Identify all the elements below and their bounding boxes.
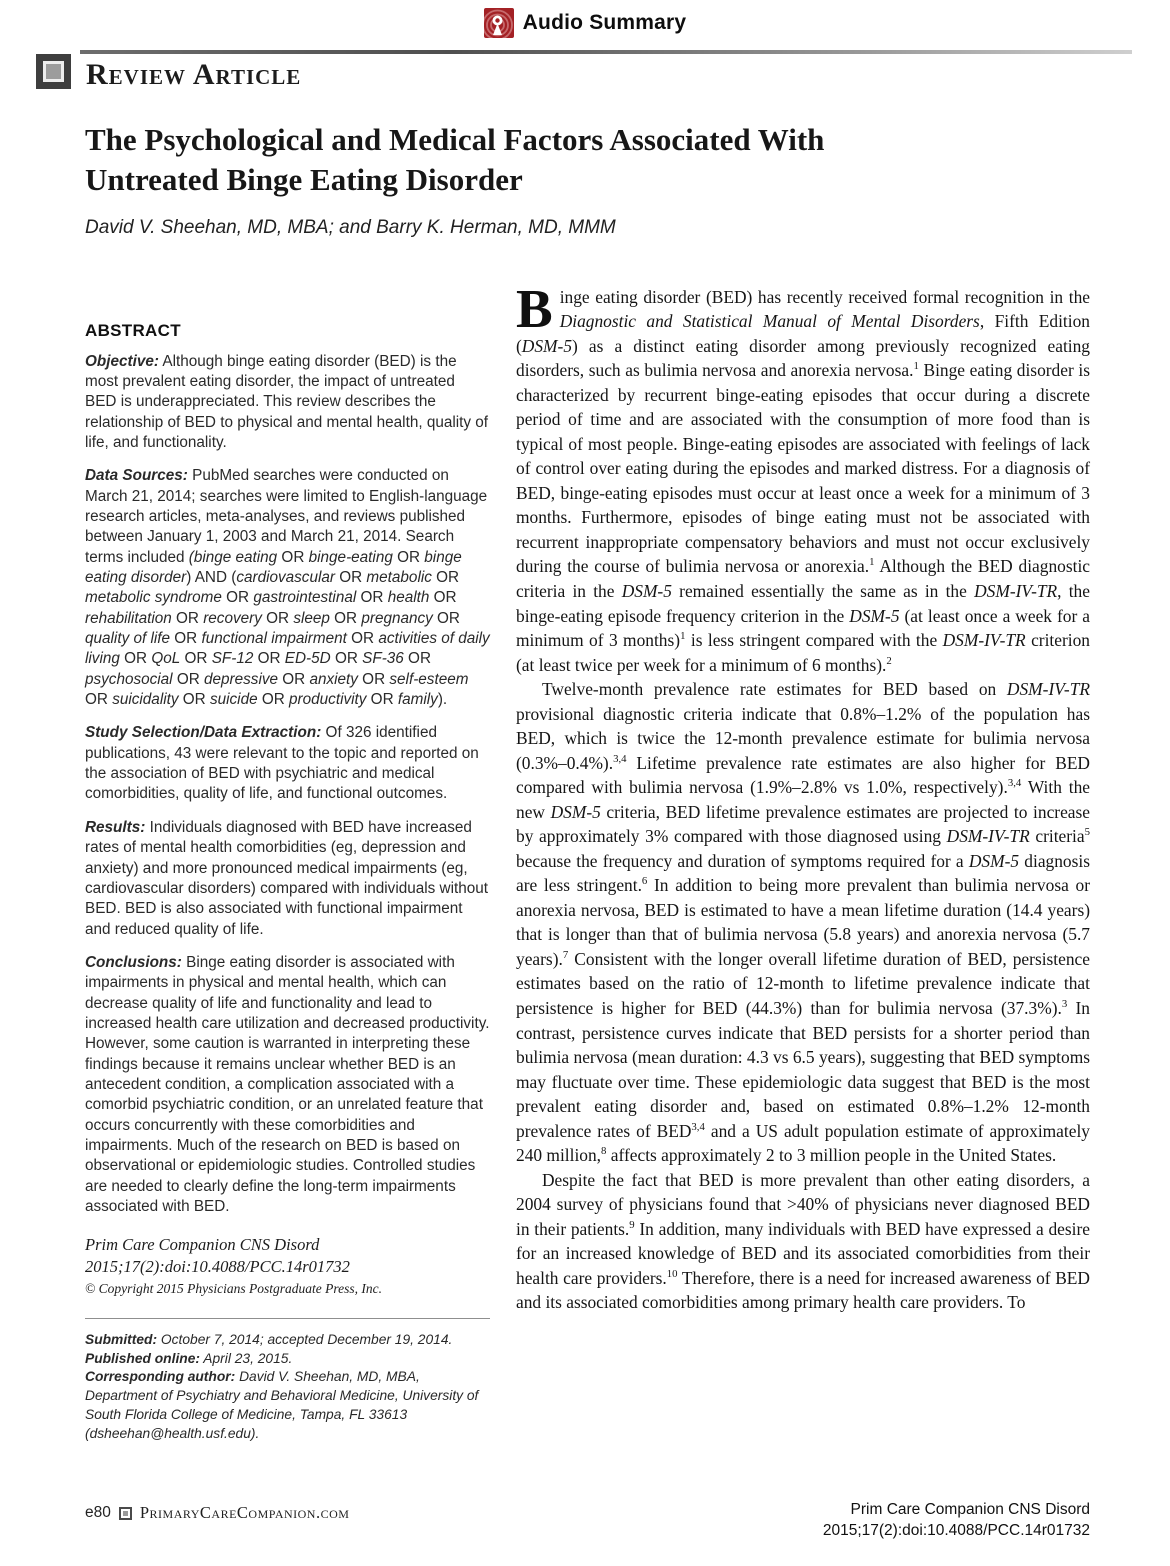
abstract-conclusions: Conclusions: Binge eating disorder is associated with impairments in physical and mental health, which can decrease quality of life and functionality and lead to increased health care utilization and decreased productivity. However, some caution is warranted in interpreting these findings because it remains unclear whether BED is an antecedent condition, a complication associated with a comorbid psychiatric condition, or an unrelated feature that occurs concurrently with these comorbidities and impairments. Much of the research on BED is based on observational or epidemiologic studies. Controlled studies are needed to clearly define the long-term impairments associated with BED. [85,953,490,1215]
review-article-icon-inner [43,61,64,82]
kicker-band [36,46,1132,108]
page-footer [85,1500,1090,1542]
article-title-line2: Untreated Binge Eating Disorder [85,162,523,198]
review-article-icon [36,54,71,89]
kicker-rule [80,50,1132,54]
authors: David V. Sheehan, MD, MBA; and Barry K. Herman, MD, MMM [85,216,616,238]
audio-summary-label: Audio Summary [522,10,687,34]
audio-summary-link[interactable] [0,0,1170,38]
citation-block [85,1234,490,1297]
journal-citation [823,1500,1090,1542]
abstract-heading: ABSTRACT [85,320,181,340]
body-paragraph-2: Twelve-month prevalence rate estimates for BED based on DSM-IV-TR provisional diagnostic criteria indicate that 0.8%–1.2% of the population has BED, which is twice the 12-month prevalence estimate for bulimia nervosa (0.3%–0.4%).$^{3,4}$ Lifetime prevalence rate estimates are also higher for BED compared with bulimia nervosa (1.9%–2.8% vs 1.0%, respectively).$^{3,4}$ With the new DSM-5 criteria, BED lifetime prevalence estimates are projected to increase by approximately 3% compared with those diagnosed using DSM-IV-TR criteria$^5$ because the frequency and duration of symptoms required for a DSM-5 diagnosis are less stringent.$^6$ In addition to being more prevalent than bulimia nervosa or anorexia nervosa, BED is estimated to have a mean lifetime duration (14.4 years) that is longer than that of bulimia nervosa (5.8 years) and anorexia nervosa (5.7 years).$^7$ Consistent with the longer overall lifetime duration of BED, persistence estimates based on the ratio of 12-month to lifetime prevalence indicate that persistence is higher for BED (44.3%) than for bulimia nervosa (37.3%).$^3$ In contrast, persistence curves indicate that BED persists for a shorter period than bulimia nervosa (mean duration: 4.3 vs 6.5 years), suggesting that BED symptoms may fluctuate over time. These epidemiologic data suggest that BED is the most prevalent eating disorder and, based on estimated 0.8%–1.2% 12-month prevalence rates of BED$^{3,4}$ and a US adult population estimate of approximately 240 million,$^8$ affects approximately 2 to 3 million people in the United States. [516,679,1090,1166]
corresponding-author-line: Corresponding author: David V. Sheehan, MD, MBA, Department of Psychiatry and Behavioral Medicine, University of South Florida College of Medicine, Tampa, FL 33613 (dsheehan@health.usf.edu). [85,1369,479,1441]
abstract-column [85,285,490,1444]
journal-mark-icon [119,1507,132,1520]
citation-journal: Prim Care Companion CNS Disord [85,1235,320,1255]
journal-citation-line2: 2015;17(2):doi:10.4088/PCC.14r01732 [822,1522,1090,1540]
dropcap: B [516,277,553,339]
body-paragraph-1-text: inge eating disorder (BED) has recently received formal recognition in the Diagnostic and Statistical Manual of Mental Disorders, Fifth Edition (DSM-5) as a distinct eating disorder among previously recognized eating disorders, such as bulimia nervosa and anorexia nervosa.$^1$ Binge eating disorder is characterized by recurrent binge-eating episodes that occur during a discrete period of time and are associated with the consumption of more food than is typical of most people. Binge-eating episodes are associated with feelings of lack of control over eating during the episodes and marked distress. For a diagnosis of BED, binge-eating episodes must occur at least once a week for a minimum of 3 months. Furthermore, episodes of binge eating must not be associated with recurrent inappropriate compensatory behaviors and must not occur exclusively during the course of bulimia nervosa or anorexia.$^1$ Although the BED diagnostic criteria in the DSM-5 remained essentially the same as in the DSM-IV-TR, the binge-eating episode frequency criterion in the DSM-5 (at least once a week for a minimum of 3 months)$^1$ is less stringent compared with the DSM-IV-TR criterion (at least twice per week for a minimum of 6 months).$^2$ [516,286,1091,675]
abstract-objective: Objective: Although binge eating disorder (BED) is the most prevalent eating disorder, the impact of untreated BED is underappreciated. This review describes the relationship of BED to physical and mental health, quality of life, and functionality. [85,352,489,451]
journal-citation-line1: Prim Care Companion CNS Disord [850,1501,1090,1519]
article-title [85,120,1090,201]
submitted-line: Submitted: October 7, 2014; accepted December 19, 2014. [85,1331,453,1347]
kicker: Review Article [86,58,302,91]
author-notes [85,1331,490,1444]
article-columns [85,277,1091,1444]
copyright-line: © Copyright 2015 Physicians Postgraduate Press, Inc. [85,1281,382,1297]
article-title-line1: The Psychological and Medical Factors Associated With [85,122,825,157]
abstract-results: Results: Individuals diagnosed with BED have increased rates of mental health comorbidities (eg, depression and anxiety) and more pronounced medical impairments (eg, cardiovascular disorders) compared with individuals without BED. BED is also associated with functional impairment and reduced quality of life. [85,818,488,938]
abstract-divider [85,1318,490,1319]
body-paragraph-1 [516,277,1091,678]
page-number: e80 [85,1504,111,1522]
audio-summary-icon [484,8,514,38]
abstract-data-sources: Data Sources: PubMed searches were conducted on March 21, 2014; searches were limited to English-language research articles, meta-analyses, and reviews published between January 1, 2003 and March 21, 2014. Search terms included (binge eating OR binge-eating OR binge eating disorder) AND (cardiovascular OR metabolic OR metabolic syndrome OR gastrointestinal OR health OR rehabilitation OR recovery OR sleep OR pregnancy OR quality of life OR functional impairment OR activities of daily living OR QoL OR SF-12 OR ED-5D OR SF-36 OR psychosocial OR depressive OR anxiety OR self-esteem OR suicidality OR suicide OR productivity OR family). [85,467,490,709]
body-column [516,277,1091,1444]
journal-site: PrimaryCareCompanion.com [139,1503,350,1523]
footer-left [85,1500,349,1523]
citation-doi: 2015;17(2):doi:10.4088/PCC.14r01732 [85,1256,350,1276]
body-paragraph-3: Despite the fact that BED is more prevalent than other eating disorders, a 2004 survey of physicians found that >40% of physicians never diagnosed BED in their patients.$^9$ In addition, many individuals with BED have expressed a desire for an increased knowledge of BED and its associated comorbidities from their health care providers.$^{10}$ Therefore, there is a need for increased awareness of BED and its associated comorbidities among primary health care providers. To [516,1169,1090,1313]
published-online-line: Published online: April 23, 2015. [85,1350,293,1366]
abstract-study-selection: Study Selection/Data Extraction: Of 326 identified publications, 43 were relevant to the topic and reported on the association of BED with psychiatric and medical comorbidities, quality of life, and functional outcomes. [85,724,479,803]
